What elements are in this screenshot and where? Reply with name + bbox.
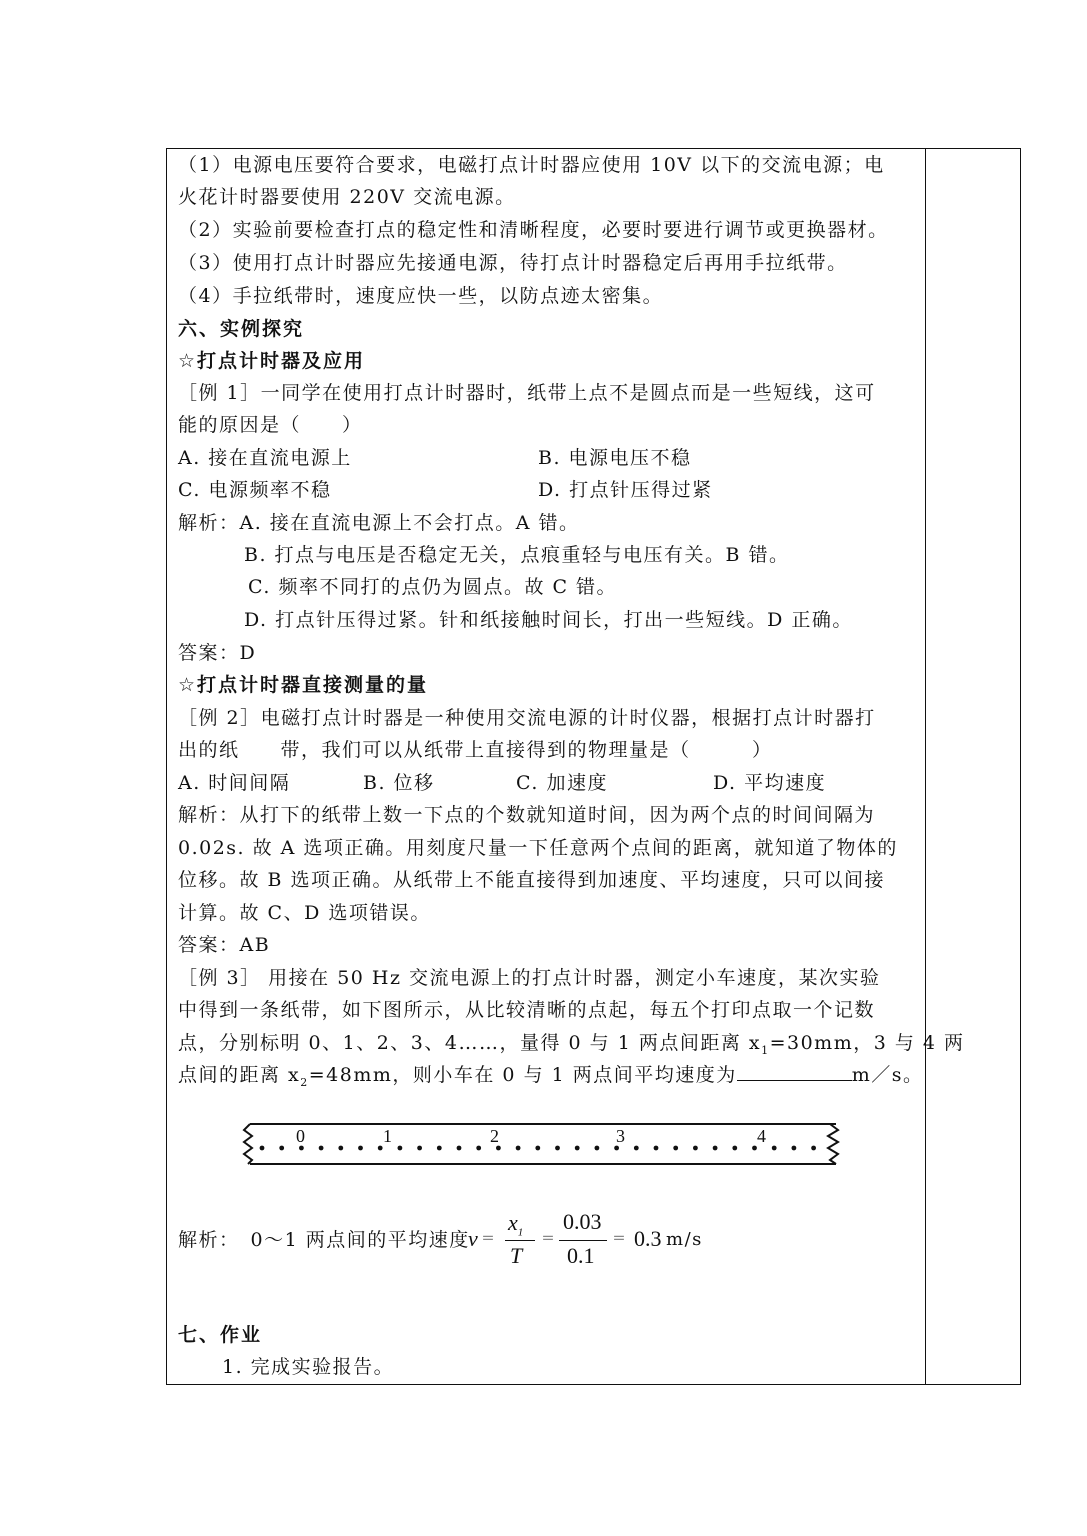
example3-solution-prefix: 解析： 0～1 两点间的平均速度	[178, 1229, 470, 1251]
tape-dot	[437, 1146, 442, 1151]
example3-question-line2: 中得到一条纸带，如下图所示，从比较清晰的点起，每五个打印点取一个记数	[178, 999, 876, 1021]
fraction2-numerator: 0.03	[563, 1209, 602, 1234]
tape-dot	[338, 1146, 343, 1151]
section-heading-6: 六、实例探究	[178, 318, 305, 340]
tape-dot	[358, 1146, 363, 1151]
example1-analysis-line4: D. 打点针压得过紧。针和纸接触时间长，打出一些短线。D 正确。	[244, 609, 853, 631]
tape-dot	[732, 1146, 737, 1151]
note-line-1: （1）电源电压要符合要求，电磁打点计时器应使用 10V 以下的交流电源；电	[178, 154, 885, 176]
example1-analysis-line1: 解析：A. 接在直流电源上不会打点。A 错。	[178, 512, 580, 534]
example2-answer: 答案：AB	[178, 934, 271, 956]
example1-analysis-line2: B. 打点与电压是否稳定无关，点痕重轻与电压有关。B 错。	[244, 544, 790, 566]
tape-dot	[417, 1146, 422, 1151]
velocity-symbol: v	[468, 1226, 478, 1251]
example3-question-line3: 点，分别标明 0、1、2、3、4……，量得 0 与 1 两点间距离 $x_1=30mm$，3 与 4 两	[178, 1032, 965, 1057]
tape-label-3: 3	[616, 1126, 625, 1146]
example1-option-a: A. 接在直流电源上	[178, 447, 352, 469]
tape-dot	[693, 1146, 698, 1151]
example2-question-line1: ［例 2］电磁打点计时器是一种使用交流电源的计时仪器，根据打点计时器打	[178, 707, 876, 729]
tape-dot	[811, 1146, 816, 1151]
paper-tape-figure	[240, 1120, 845, 1168]
tape-label-4: 4	[757, 1126, 766, 1146]
tape-dot	[398, 1146, 403, 1151]
tape-dot	[378, 1146, 383, 1151]
tape-dot	[752, 1146, 757, 1151]
tape-dot	[713, 1146, 718, 1151]
tape-dot	[595, 1146, 600, 1151]
example1-option-d: D. 打点针压得过紧	[538, 479, 713, 501]
fraction1-bar	[505, 1240, 535, 1241]
example2-analysis-line3: 位移。故 B 选项正确。从纸带上不能直接得到加速度、平均速度，只可以间接	[178, 869, 886, 891]
example2-option-d: D. 平均速度	[713, 772, 827, 794]
note-line-3: （2）实验前要检查打点的稳定性和清晰程度，必要时要进行调节或更换器材。	[178, 219, 889, 241]
example2-option-c: C. 加速度	[516, 772, 608, 794]
tape-label-0: 0	[296, 1126, 305, 1146]
note-line-4: （3）使用打点计时器应先接通电源，待打点计时器稳定后再用手拉纸带。	[178, 252, 848, 274]
example1-answer: 答案：D	[178, 642, 257, 664]
result-value: 0.3	[634, 1226, 662, 1251]
tape-dot	[575, 1146, 580, 1151]
example3-question-line1: ［例 3］ 用接在 50 Hz 交流电源上的打点计时器，测定小车速度，某次实验	[178, 967, 881, 989]
tape-dot	[457, 1146, 462, 1151]
example3-question-line4: 点间的距离 $x_2=48mm$，则小车在 0 与 1 两点间平均速度为 m／s。	[178, 1064, 924, 1089]
tape-dot	[614, 1146, 619, 1151]
column-divider	[925, 148, 926, 1385]
example1-question-line1: ［例 1］一同学在使用打点计时器时，纸带上点不是圆点而是一些短线，这可	[178, 382, 876, 404]
tape-dot	[260, 1146, 265, 1151]
tape-dot	[535, 1146, 540, 1151]
example2-analysis-line1: 解析：从打下的纸带上数一下点的个数就知道时间，因为两个点的时间间隔为	[178, 804, 876, 826]
tape-dot	[496, 1146, 501, 1151]
example1-option-b: B. 电源电压不稳	[538, 447, 692, 469]
tape-dot	[555, 1146, 560, 1151]
tape-label-1: 1	[383, 1126, 392, 1146]
homework-item-1: 1. 完成实验报告。	[222, 1356, 395, 1378]
note-line-2: 火花计时器要使用 220V 交流电源。	[178, 186, 516, 208]
tape-dot	[792, 1146, 797, 1151]
example2-analysis-line4: 计算。故 C、D 选项错误。	[178, 902, 431, 924]
example2-question-line2: 出的纸 带，我们可以从纸带上直接得到的物理量是（ ）	[178, 739, 773, 761]
tape-dot	[654, 1146, 659, 1151]
equals-2: ＝	[541, 1232, 555, 1247]
fraction2-denominator: 0.1	[567, 1243, 595, 1268]
equals-1: ＝	[481, 1232, 495, 1247]
tape-dot	[634, 1146, 639, 1151]
tape-dot	[476, 1146, 481, 1151]
answer-blank	[737, 1062, 852, 1081]
note-line-5: （4）手拉纸带时，速度应快一些，以防点迹太密集。	[178, 285, 664, 307]
tape-label-2: 2	[490, 1126, 499, 1146]
tape-dot	[772, 1146, 777, 1151]
tape-dot	[673, 1146, 678, 1151]
example2-option-a: A. 时间间隔	[178, 772, 291, 794]
fraction1-denominator: T	[510, 1243, 523, 1268]
topic-heading-2: ☆打点计时器直接测量的量	[178, 674, 429, 696]
tape-dot	[319, 1146, 324, 1151]
tape-dot	[299, 1146, 304, 1151]
tape-dot	[279, 1146, 284, 1151]
example1-option-c: C. 电源频率不稳	[178, 479, 332, 501]
equals-3: ＝	[612, 1232, 626, 1247]
fraction1-numerator: $x_1$	[508, 1210, 524, 1239]
example2-analysis-line2: 0.02s. 故 A 选项正确。用刻度尺量一下任意两个点间的距离，就知道了物体的	[178, 837, 898, 859]
topic-heading-1: ☆打点计时器及应用	[178, 350, 366, 372]
section-heading-7: 七、作业	[178, 1324, 263, 1346]
result-unit: m/s	[666, 1229, 703, 1250]
example2-option-b: B. 位移	[363, 772, 435, 794]
example1-question-line2: 能的原因是（ ）	[178, 414, 363, 436]
fraction2-bar	[559, 1240, 607, 1241]
tape-dot	[516, 1146, 521, 1151]
example1-analysis-line3: C. 频率不同打的点仍为圆点。故 C 错。	[248, 576, 618, 598]
